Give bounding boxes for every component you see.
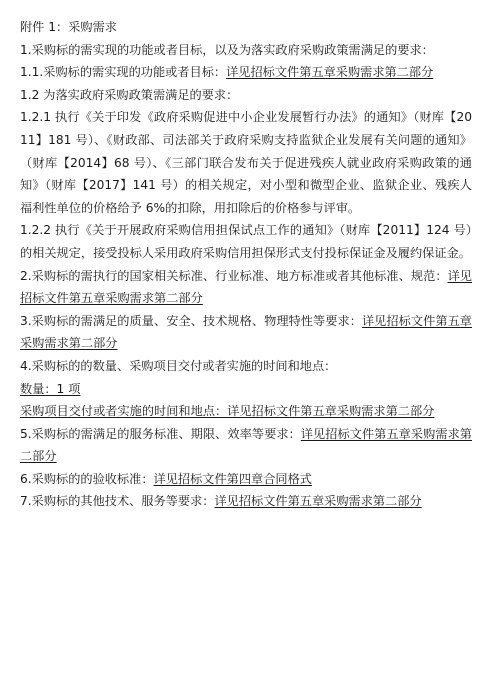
paragraph-4-quantity bbox=[20, 378, 472, 401]
paragraph-3 bbox=[20, 310, 472, 355]
document-page bbox=[20, 16, 472, 513]
paragraph-2-link: 详见招标文件第五章采购需求第二部分 bbox=[20, 268, 472, 306]
paragraph-5-text: 5.采购标的需满足的服务标准、期限、效率等要求： bbox=[20, 426, 301, 441]
paragraph-1-text: 1.采购标的需实现的功能或者目标，以及为落实政府采购政策需满足的要求： bbox=[20, 42, 434, 57]
paragraph-5-link: 详见招标文件第五章采购需求第二部分 bbox=[20, 426, 472, 464]
paragraph-1-1 bbox=[20, 61, 472, 84]
paragraph-6-text: 6.采购标的的验收标准： bbox=[20, 471, 154, 486]
paragraph-1-2-text: 1.2 为落实政府采购政策需满足的要求： bbox=[20, 87, 239, 102]
paragraph-4-time-place bbox=[20, 400, 472, 423]
document-title: 附件 1：采购需求 bbox=[20, 20, 117, 34]
paragraph-1-1-link: 详见招标文件第五章采购需求第二部分 bbox=[226, 65, 434, 80]
paragraph-6-link: 详见招标文件第四章合同格式 bbox=[153, 471, 312, 486]
paragraph-1-2-2 bbox=[20, 219, 472, 264]
paragraph-6 bbox=[20, 468, 472, 491]
paragraph-7 bbox=[20, 490, 472, 513]
paragraph-1-2-2-text: 1.2.2 执行《关于开展政府采购信用担保试点工作的通知》（财库【2011】124 号）的相关规定，接受投标人采用政府采购信用担保形式支付投标保证金及履约保证金。 bbox=[20, 223, 472, 260]
quantity-line: 数量：1 项 bbox=[20, 381, 81, 396]
time-place-line: 采购项目交付或者实施的时间和地点：详见招标文件第五章采购需求第二部分 bbox=[20, 404, 435, 419]
paragraph-4 bbox=[20, 355, 472, 378]
paragraph-3-text: 3.采购标的需满足的质量、安全、技术规格、物理特性等要求： bbox=[20, 313, 362, 328]
paragraph-1-2-1 bbox=[20, 106, 472, 219]
paragraph-3-link: 详见招标文件第五章采购需求第二部分 bbox=[20, 313, 472, 351]
paragraph-7-link: 详见招标文件第五章采购需求第二部分 bbox=[214, 494, 422, 509]
paragraph-1-1-text: 1.1.采购标的需实现的功能或者目标： bbox=[20, 65, 227, 80]
paragraph-1 bbox=[20, 39, 472, 62]
paragraph-4-text: 4.采购标的的数量、采购项目交付或者实施的时间和地点： bbox=[20, 358, 337, 373]
paragraph-2 bbox=[20, 265, 472, 310]
paragraph-7-text: 7.采购标的其他技术、服务等要求： bbox=[20, 494, 215, 509]
paragraph-1-2-1-text: 1.2.1 执行《关于印发《政府采购促进中小企业发展暂行办法》的通知》（财库【2011】181 号）、《财政部、司法部关于政府采购支持监狱企业发展有关问题的通知》（财库【2014】68 号）、《三部门联合发布关于促进残疾人就业政府采购政策的通知》（财库【2017】141 号）的相关规定，对小型和微型企业、监狱企业、残疾人福利性单位的价格给予 6%的扣除，用扣除后的价格参与评审。 bbox=[20, 110, 472, 215]
paragraph-1-2 bbox=[20, 84, 472, 107]
paragraph-5 bbox=[20, 423, 472, 468]
paragraph-2-text: 2.采购标的需执行的国家相关标准、行业标准、地方标准或者其他标准、规范： bbox=[20, 268, 448, 283]
